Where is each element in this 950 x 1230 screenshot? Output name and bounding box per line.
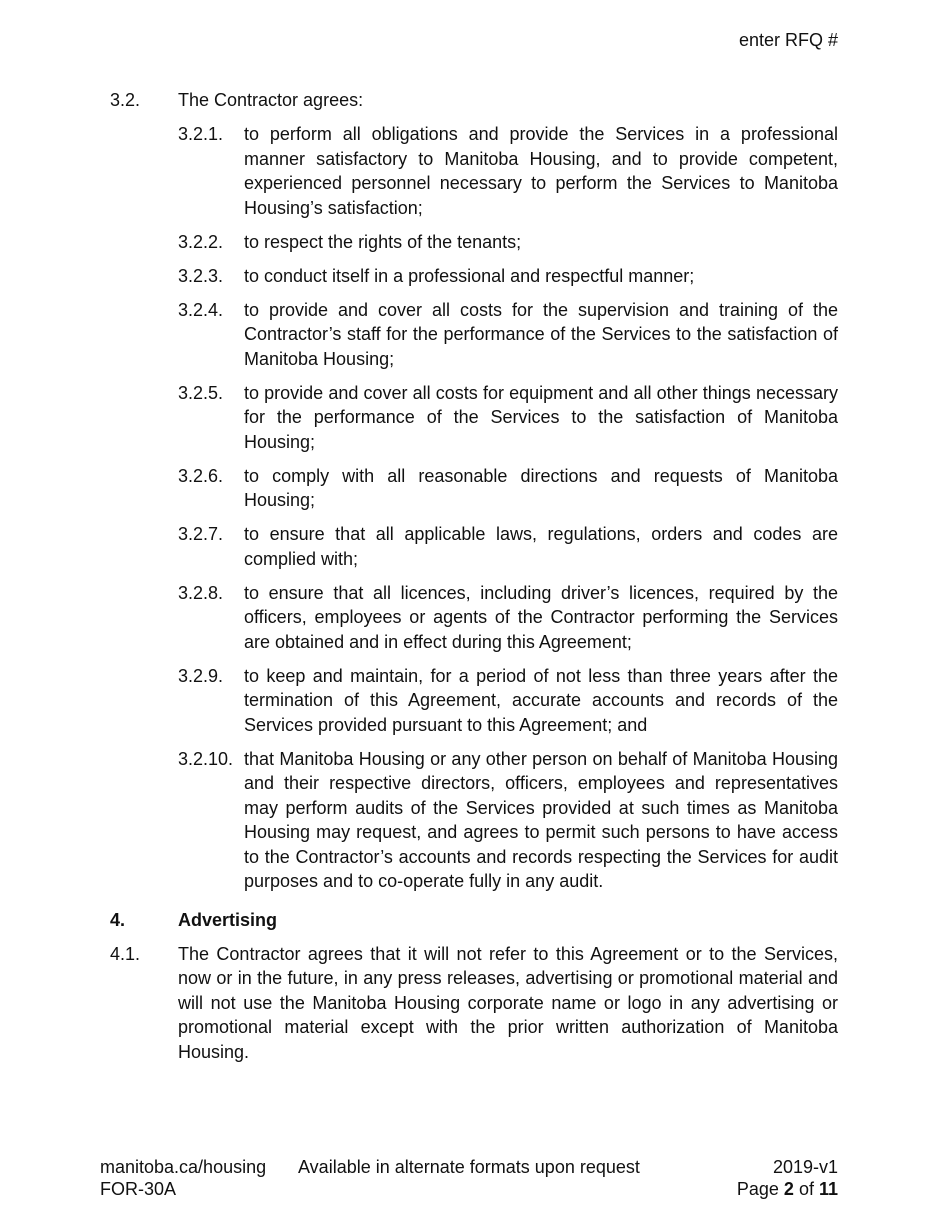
sub-clause — [178, 381, 838, 455]
page-footer — [100, 1156, 838, 1200]
section-heading-advertising — [110, 908, 838, 933]
sub-clause-text: to provide and cover all costs for equipment and all other things necessary for the performance of the Services to the satisfaction of Manitoba Housing; — [244, 382, 838, 452]
page-number: Page 2 of 11 — [736, 1179, 838, 1199]
sub-clause-text: to conduct itself in a professional and respectful manner; — [244, 265, 695, 286]
clause-text: The Contractor agrees: — [178, 90, 364, 110]
clause-4-1 — [110, 942, 838, 1065]
sub-clause-number: 3.2.9. — [178, 665, 224, 686]
clause-text: The Contractor agrees that it will not refer to this Agreement or to the Services, now or in the future, in any press releases, advertising or promotional material and will not use the Manitoba Housing corporate name or logo in any advertising or promotional material except with the prior written authorization of Manitoba Housing. — [178, 943, 838, 1062]
footer-version: 2019-v1 — [772, 1157, 838, 1177]
document-body — [110, 88, 838, 1074]
sub-clause — [178, 664, 838, 738]
section-title: Advertising — [178, 909, 278, 930]
sub-clause — [178, 230, 838, 255]
sub-clause-number: 3.2.5. — [178, 382, 224, 403]
rfq-number: enter RFQ # — [738, 30, 838, 50]
sub-clause-text: to provide and cover all costs for the supervision and training of the Contractor’s staff for the performance of the Services to the satisfaction of Manitoba Housing; — [244, 299, 838, 369]
sub-clause-number: 3.2.3. — [178, 265, 224, 286]
sub-clause-text: that Manitoba Housing or any other person on behalf of Manitoba Housing and their respective directors, officers, employees and representatives may perform audits of the Services provided at such times as Manitoba Housing may request, and agrees to permit such persons to have access to the Contractor’s accounts and records respecting the Services for audit purposes and to co-operate fully in any audit. — [244, 748, 838, 891]
sub-clause — [178, 464, 838, 513]
sub-clause-number: 3.2.6. — [178, 465, 224, 486]
sub-clause-number: 3.2.8. — [178, 582, 224, 603]
sub-clause-text: to ensure that all licences, including driver’s licences, required by the officers, employees or agents of the Contractor performing the Services are obtained and in effect during this Agreement; — [244, 582, 838, 652]
sub-clause-text: to ensure that all applicable laws, regulations, orders and codes are complied with; — [244, 524, 838, 569]
sub-clause-number: 3.2.4. — [178, 299, 224, 320]
sub-clause-number: 3.2.10. — [178, 748, 234, 769]
clause-number: 3.2. — [110, 90, 141, 110]
clause-number: 4.1. — [110, 943, 141, 964]
clause-3-2 — [110, 88, 838, 113]
footer-form-id: FOR-30A — [100, 1179, 177, 1199]
sub-clause-text: to perform all obligations and provide the Services in a professional manner satisfactory to Manitoba Housing, and to provide competent, experienced personnel necessary to perform the Services to Manitoba Housing’s satisfaction; — [244, 124, 838, 218]
sub-clause — [178, 522, 838, 571]
sub-clause-text: to comply with all reasonable directions and requests of Manitoba Housing; — [244, 465, 838, 510]
footer-formats-note: Available in alternate formats upon request — [298, 1157, 640, 1177]
sub-clause — [178, 298, 838, 372]
sub-clause-text: to keep and maintain, for a period of not less than three years after the termination of this Agreement, accurate accounts and records of the Services provided pursuant to this Agreement; and — [244, 665, 838, 735]
section-number: 4. — [110, 909, 126, 930]
sub-clause — [178, 122, 838, 220]
sub-clause — [178, 581, 838, 655]
sub-clause — [178, 747, 838, 894]
sub-clause — [178, 264, 838, 289]
sub-clause-number: 3.2.7. — [178, 524, 224, 544]
sub-clause-text: to respect the rights of the tenants; — [244, 231, 522, 252]
footer-website: manitoba.ca/housing — [100, 1157, 267, 1177]
sub-clause-number: 3.2.1. — [178, 124, 224, 144]
sub-clause-number: 3.2.2. — [178, 231, 224, 252]
